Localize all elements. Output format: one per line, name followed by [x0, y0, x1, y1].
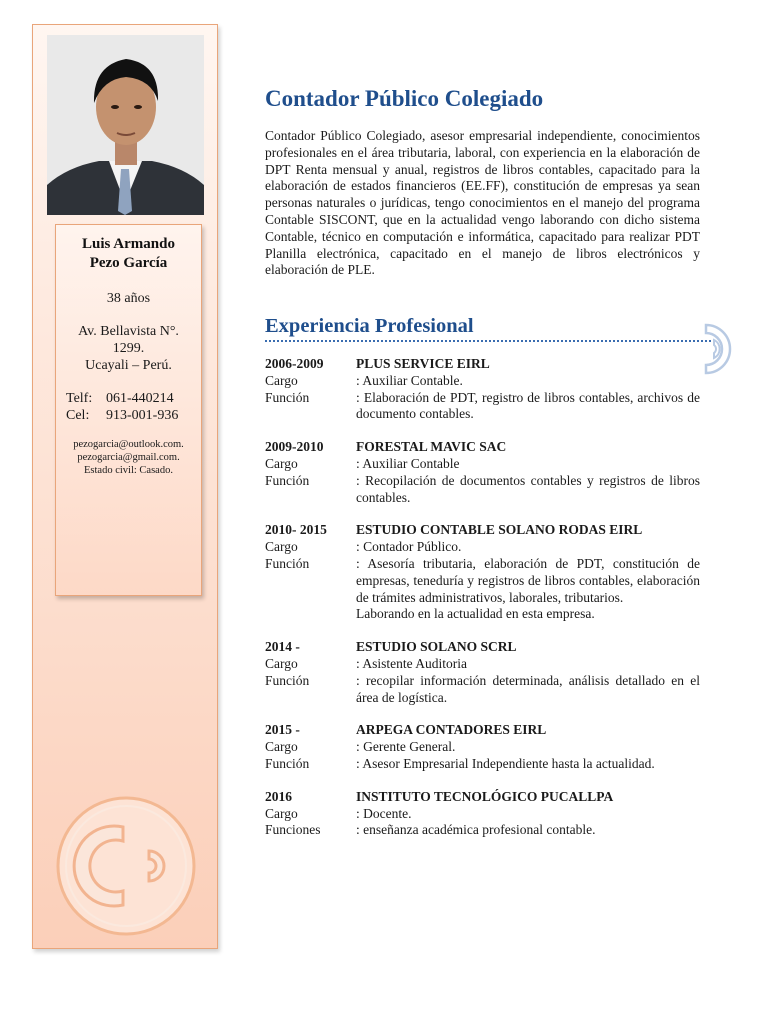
job-funcion: : recopilar información determinada, análisis detallado en el área de logística. [356, 672, 700, 705]
civil-status: Estado civil: Casado. [84, 465, 173, 476]
sidebar-panel [32, 24, 218, 949]
decorative-half-logo-icon [700, 322, 738, 381]
job-extra-note: Laborando en la actualidad en esta empresa. [356, 606, 595, 622]
job-cargo: : Auxiliar Contable. [356, 372, 463, 388]
job-entry [265, 356, 700, 423]
profile-info-box [55, 224, 202, 596]
main-content [265, 84, 700, 279]
address-line-2: 1299. [112, 341, 145, 356]
profile-name [56, 235, 201, 273]
job-cargo: : Contador Público. [356, 539, 462, 555]
job-cargo: : Auxiliar Contable [356, 455, 460, 471]
experience-section-header [265, 313, 710, 339]
cell-label: Cel: [66, 408, 90, 423]
job-cargo-label: Cargo [265, 739, 298, 755]
job-company: ESTUDIO CONTABLE SOLANO RODAS EIRL [356, 522, 643, 538]
phone-value: 061-440214 [106, 391, 174, 406]
job-funcion: : Asesor Empresarial Independiente hasta la actualidad. [356, 755, 655, 771]
profile-contact-extra [56, 438, 201, 477]
job-period: 2006-2009 [265, 356, 324, 371]
job-funcion-label: Función [265, 389, 310, 405]
address-line-3: Ucayali – Perú. [85, 358, 172, 373]
job-entry [265, 439, 700, 506]
job-cargo-label: Cargo [265, 805, 298, 821]
job-period: 2010- 2015 [265, 522, 327, 538]
address-line-1: Av. Bellavista N°. [78, 324, 179, 339]
job-funcion-label: Función [265, 472, 310, 488]
email-gmail: pezogarcia@gmail.com. [77, 452, 180, 463]
cell-value: 913-001-936 [106, 408, 179, 423]
job-funcion: : Asesoría tributaria, elaboración de PDT, constitución de empresas, teneduría y registros de libros contables, elaboración de trámites administrativos, laborales, tributarios. [356, 555, 700, 605]
job-company: FORESTAL MAVIC SAC [356, 439, 507, 455]
job-company: ARPEGA CONTADORES EIRL [356, 722, 547, 738]
job-cargo: : Docente. [356, 805, 412, 821]
job-entry [265, 522, 700, 623]
job-funcion-label: Función [265, 755, 310, 771]
job-funcion: : Elaboración de PDT, registro de libros contables, archivos de documento contables. [356, 389, 700, 422]
job-cargo: : Gerente General. [356, 739, 456, 755]
profile-phones [56, 390, 201, 424]
job-cargo-label: Cargo [265, 655, 298, 671]
profile-address [56, 323, 201, 374]
phone-label: Telf: [66, 391, 93, 406]
job-entry [265, 789, 700, 839]
job-entry [265, 722, 700, 772]
email-outlook: pezogarcia@outlook.com. [73, 439, 184, 450]
name-line-1: Luis Armando [82, 236, 175, 252]
job-company: INSTITUTO TECNOLÓGICO PUCALLPA [356, 788, 614, 804]
dotted-divider [265, 340, 711, 342]
job-funcion: : Recopilación de documentos contables y registros de libros contables. [356, 472, 700, 505]
job-funcion-label: Función [265, 672, 310, 688]
job-cargo-label: Cargo [265, 539, 298, 555]
experience-list [265, 356, 700, 855]
job-period: 2016 [265, 788, 292, 804]
job-funcion: : enseñanza académica profesional contable. [356, 822, 596, 838]
profile-photo [47, 35, 204, 215]
name-line-2: Pezo García [89, 255, 168, 271]
job-period: 2014 - [265, 639, 300, 655]
job-company: PLUS SERVICE EIRL [356, 356, 490, 371]
job-company: ESTUDIO SOLANO SCRL [356, 639, 517, 655]
job-funcion-label: Función [265, 555, 310, 571]
job-entry [265, 639, 700, 706]
experience-section-title: Experiencia Profesional [265, 315, 474, 337]
job-cargo-label: Cargo [265, 455, 298, 471]
job-funcion-label: Funciones [265, 822, 321, 838]
job-period: 2009-2010 [265, 439, 324, 455]
decorative-logo-icon [55, 795, 197, 942]
job-cargo-label: Cargo [265, 372, 298, 388]
job-period: 2015 - [265, 722, 300, 738]
profile-age: 38 años [106, 291, 151, 306]
page-title: Contador Público Colegiado [265, 86, 544, 111]
job-cargo: : Asistente Auditoria [356, 655, 467, 671]
professional-summary: Contador Público Colegiado, asesor empresarial independiente, conocimientos profesionales en el área tributaria, laboral, con experiencia en la elaboración de DPT Renta mensual y anual, registros de libros contables, capacitado para la elaboración de estados financieros (EE.FF), constitución de empresas ya sean personas naturales o jurídicas, tengo conocimientos en el manejo del programa Contable SISCONT, que en la actualidad vengo laborando con dicho sistema Contable, técnico en computación e informática, capacitado para realizar PDT Planilla electrónica, capacitado en el manejo de libros electrónicos y elaboración de PLE. [265, 128, 700, 278]
